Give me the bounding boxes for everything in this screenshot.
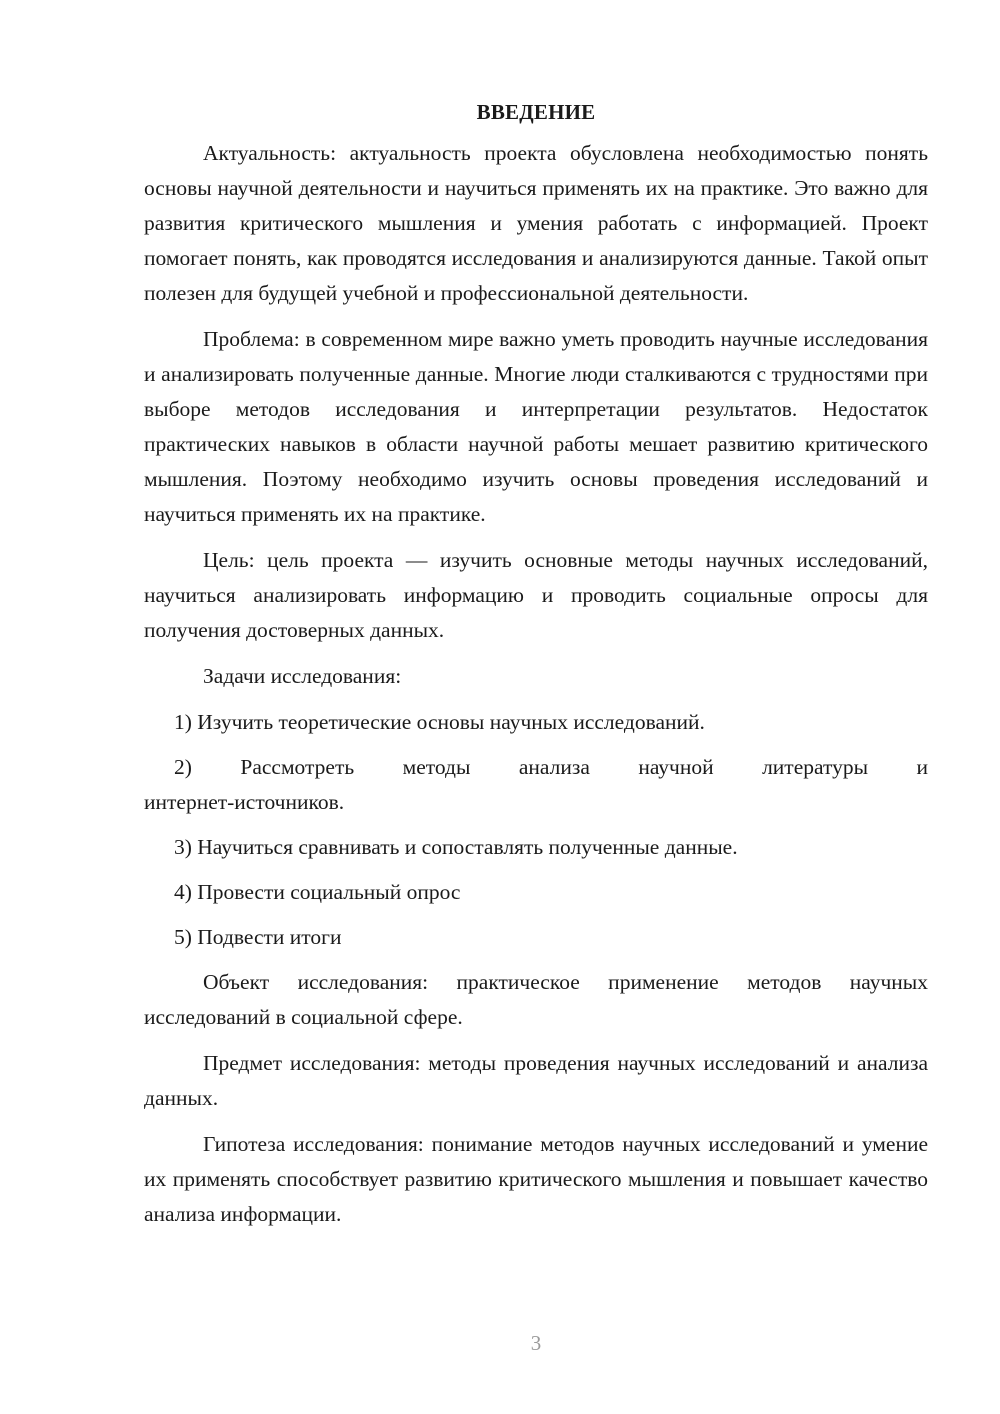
task-item-1: 1) Изучить теоретические основы научных исследований. <box>174 710 705 734</box>
tasks-heading: Задачи исследования: <box>203 664 402 688</box>
page-body <box>144 96 928 1243</box>
problem-paragraph: Проблема: в современном мире важно уметь проводить научные исследования и анализировать полученные данные. Многие люди сталкиваются с трудностями при выборе методов исследования и интерпретации результатов. Недостаток практических навыков в области научной работы мешает развитию критического мышления. Поэтому необходимо изучить основы проведения исследований и научиться применять их на практике. <box>144 327 928 526</box>
subject-paragraph: Предмет исследования: методы проведения научных исследований и анализа данных. <box>144 1051 928 1110</box>
hypothesis-paragraph: Гипотеза исследования: понимание методов научных исследований и умение их применять способствует развитию критического мышления и повышает качество анализа информации. <box>144 1132 928 1226</box>
page-number: 3 <box>530 1331 542 1355</box>
task-item-2: 2) Рассмотреть методы анализа научной литературы и интернет-источников. <box>144 755 928 814</box>
task-item-5: 5) Подвести итоги <box>174 925 342 949</box>
goal-paragraph: Цель: цель проекта — изучить основные методы научных исследований, научиться анализировать информацию и проводить социальные опросы для получения достоверных данных. <box>144 548 928 642</box>
task-item-4: 4) Провести социальный опрос <box>174 880 461 904</box>
object-paragraph: Объект исследования: практическое применение методов научных исследований в социальной сфере. <box>144 970 928 1029</box>
relevance-paragraph: Актуальность: актуальность проекта обусловлена необходимостью понять основы научной деятельности и научиться применять их на практике. Это важно для развития критического мышления и умения работать с информацией. Проект помогает понять, как проводятся исследования и анализируются данные. Такой опыт полезен для будущей учебной и профессиональной деятельности. <box>144 141 928 305</box>
section-title: ВВЕДЕНИЕ <box>476 100 596 124</box>
task-item-3: 3) Научиться сравнивать и сопоставлять полученные данные. <box>174 835 738 859</box>
